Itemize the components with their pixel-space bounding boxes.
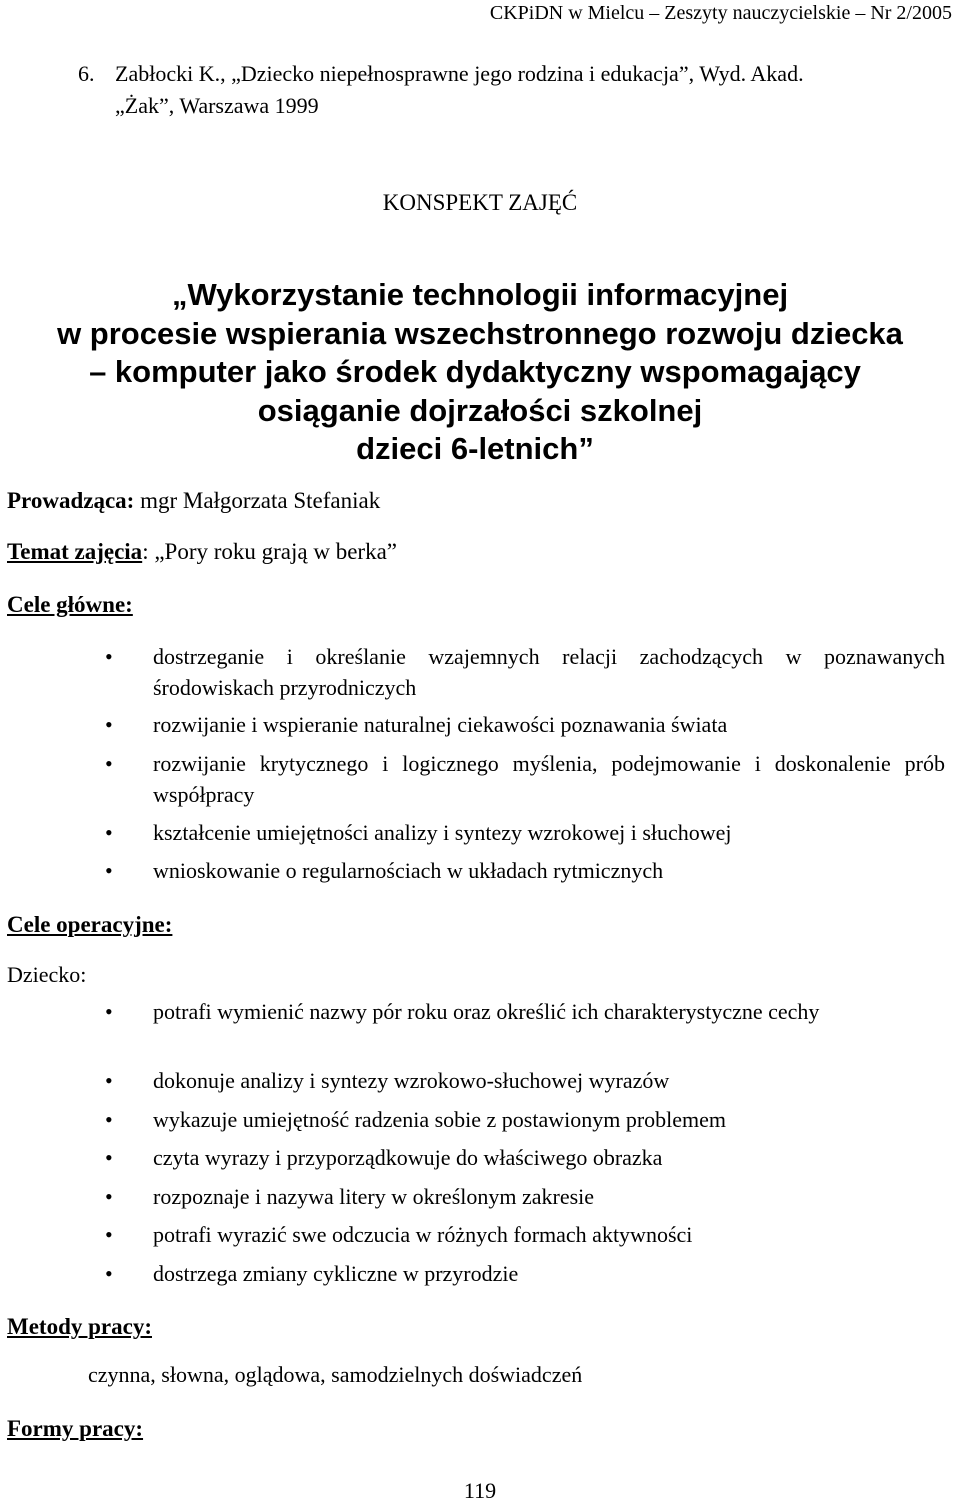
list-item [105,1065,945,1096]
list-item-text: rozwijanie i wspieranie naturalnej ciekawości poznawania świata [153,712,728,737]
list-item-text: wykazuje umiejętność radzenia sobie z postawionym problemem [153,1107,727,1132]
temat-label: Temat zajęcia [7,539,143,564]
list-item [105,817,945,848]
bullet-icon: • [105,1261,113,1286]
list-item-text: dokonuje analizy i syntezy wzrokowo-słuchowej wyrazów [153,1068,670,1093]
reference-line-2: „Żak”, Warszawa 1999 [115,93,319,118]
lesson-title [0,276,960,469]
list-item [105,709,945,740]
prowadzaca-value: mgr Małgorzata Stefaniak [134,488,381,513]
metody-value: czynna, słowna, oglądowa, samodzielnych doświadczeń [88,1362,583,1387]
list-item [105,1104,945,1135]
reference-line-1: Zabłocki K., „Dziecko niepełnosprawne jego rodzina i edukacja”, Wyd. Akad. [115,61,804,86]
list-item-text: potrafi wymienić nazwy pór roku oraz określić ich charakterystyczne cechy [153,999,820,1024]
page-number: 119 [463,1478,497,1503]
formy-heading [7,1416,143,1442]
list-item [105,1258,945,1289]
temat-value: : „Pory roku grają w berka” [142,539,398,564]
list-item-text: rozpoznaje i nazywa litery w określonym zakresie [153,1184,595,1209]
bullet-icon: • [105,1184,113,1209]
list-item [105,641,945,703]
list-item [105,1142,945,1173]
bullet-icon: • [105,999,113,1024]
bibliography-entry [78,58,958,122]
bullet-icon: • [105,712,113,737]
metody-heading [7,1314,152,1340]
cele-glowne-heading [7,592,133,618]
bullet-icon: • [105,1107,113,1132]
konspekt-heading: KONSPEKT ZAJĘĆ [382,190,578,215]
list-item-text: wnioskowanie o regularnościach w układach rytmicznych [153,858,664,883]
list-item-text: potrafi wyrazić swe odczucia w różnych formach aktywności [153,1222,693,1247]
bullet-icon: • [105,1068,113,1093]
list-item [105,1181,945,1212]
list-item-text: rozwijanie krytycznego i logicznego myślenia, podejmowanie i doskonalenie prób współpracy [153,751,945,807]
list-item [105,1219,945,1250]
metody-label: Metody pracy: [7,1314,152,1339]
formy-label: Formy pracy: [7,1416,144,1441]
prowadzaca-label: Prowadząca: [7,488,135,513]
title-line: osiąganie dojrzałości szkolnej [257,392,703,428]
temat-line [7,539,397,565]
dziecko-label: Dziecko: [7,962,87,987]
bullet-icon: • [105,751,113,776]
reference-number: 6. [78,61,95,86]
cele-operacyjne-heading [7,912,172,938]
list-item-text: dostrzeganie i określanie wzajemnych relacji zachodzących w poznawanych środowiskach przyrodniczych [153,644,945,700]
title-line: w procesie wspierania wszechstronnego rozwoju dziecka [57,315,903,351]
cele-glowne-label: Cele główne: [7,592,133,617]
bullet-icon: • [105,820,113,845]
list-item-text: kształcenie umiejętności analizy i syntezy wzrokowej i słuchowej [153,820,732,845]
bullet-icon: • [105,644,113,669]
cele-operacyjne-label: Cele operacyjne: [7,912,173,937]
title-line: – komputer jako środek dydaktyczny wspomagający [89,354,861,389]
list-item [105,748,945,810]
running-header: CKPiDN w Mielcu – Zeszyty nauczycielskie – Nr 2/2005 [489,2,952,24]
list-item [105,855,945,886]
title-line: dzieci 6-letnich” [356,431,594,466]
list-item-text: dostrzega zmiany cykliczne w przyrodzie [153,1261,519,1286]
list-item-text: czyta wyrazy i przyporządkowuje do właściwego obrazka [153,1145,663,1170]
prowadzaca-line [7,488,380,514]
title-line: „Wykorzystanie technologii informacyjnej [171,277,789,312]
bullet-icon: • [105,858,113,883]
list-item [105,996,945,1027]
bullet-icon: • [105,1222,113,1247]
bullet-icon: • [105,1145,113,1170]
